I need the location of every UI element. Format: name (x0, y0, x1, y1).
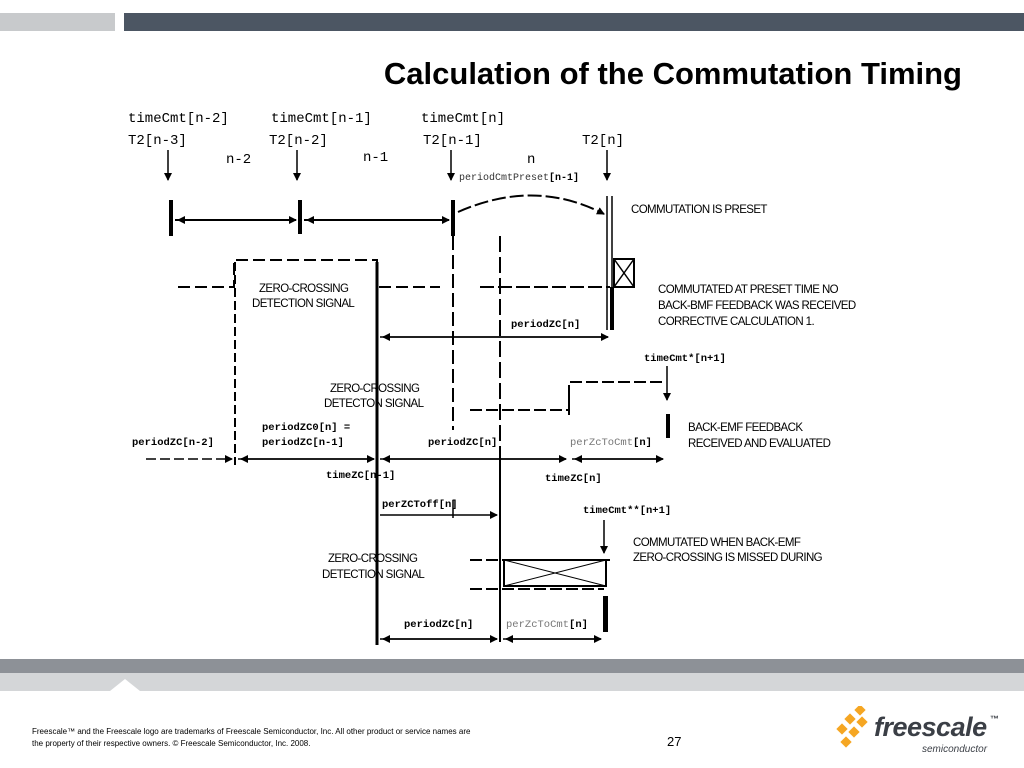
note-commutated-preset-3: CORRECTIVE CALCULATION 1. (658, 316, 815, 328)
commutation-mark-n-2 (298, 200, 302, 234)
label-periodzc0-eq: periodZC0[n] = (262, 422, 351, 434)
label-periodzc-n-1: periodZC[n-1] (262, 437, 344, 449)
label-timecmt-dstar: timeCmt**[n+1] (583, 505, 672, 517)
label-periodzc-n-top: periodZC[n] (511, 319, 581, 331)
label-timezc-n-1: timeZC[n-1] (326, 470, 396, 482)
page-number: 27 (667, 734, 682, 749)
label-index-n-2: n-2 (226, 152, 252, 168)
label-timecmt-star: timeCmt*[n+1] (644, 353, 726, 365)
label-perzctocmt-mid-index: [n] (633, 437, 652, 449)
label-perzctocmt-mid: perZcToCmt (570, 437, 634, 449)
zc-signal-2-label-b: DETECTON SIGNAL (324, 398, 424, 410)
zc-signal-3-label-a: ZERO-CROSSING (328, 553, 418, 565)
label-timezc-n: timeZC[n] (545, 473, 602, 485)
zc-signal-1-label-a: ZERO-CROSSING (259, 283, 349, 295)
svg-text:periodCmtPreset[n-1] (459, 172, 579, 184)
label-periodzc-n-2: periodZC[n-2] (132, 437, 214, 449)
preset-arc (458, 195, 604, 214)
label-periodzc-n-bot: periodZC[n] (404, 619, 474, 631)
note-bemf-2: RECEIVED AND EVALUATED (688, 438, 831, 450)
label-perzctocmt-bot: perZcToCmt (506, 619, 570, 631)
label-period-cmt-preset: periodCmtPreset (459, 173, 550, 184)
note-missed-2: ZERO-CROSSING IS MISSED DURING (633, 552, 823, 564)
label-timecmt-n-2: timeCmt[n-2] (128, 111, 229, 127)
label-index-n-1: n-1 (363, 150, 389, 166)
zc-signal-3-label-b: DETECTION SIGNAL (322, 569, 425, 581)
freescale-logo-tm: ™ (990, 714, 999, 724)
note-commutated-preset-1: COMMUTATED AT PRESET TIME NO (658, 284, 838, 296)
missed-commutation-mark (603, 596, 608, 632)
svg-text:perZcToCmt[n] (506, 619, 588, 631)
freescale-diamond-logo-icon (836, 706, 876, 750)
label-period-cmt-preset-index: [n-1] (549, 173, 580, 184)
freescale-logo-sub: semiconductor (922, 744, 988, 755)
label-timecmt-n-1: timeCmt[n-1] (271, 111, 372, 127)
bemf-feedback-mark (666, 414, 670, 438)
zc-signal-1-label-b: DETECTION SIGNAL (252, 298, 355, 310)
note-bemf-1: BACK-EMF FEEDBACK (688, 422, 803, 434)
footer-legal (32, 726, 552, 750)
zc-signal-2-label-a: ZERO-CROSSING (330, 383, 420, 395)
freescale-logo-word: freescale (874, 712, 987, 742)
slide-title: Calculation of the Commutation Timing (383, 56, 962, 91)
label-perzctocmt-bot-index: [n] (569, 619, 588, 631)
footer-legal-line-2: the property of their respective owners. © Freescale Semiconductor, Inc. 2008. (32, 739, 311, 748)
label-t2-n-2: T2[n-2] (269, 133, 328, 149)
label-t2-n-1: T2[n-1] (423, 133, 482, 149)
commutation-mark-n-3 (169, 200, 173, 236)
note-missed-1: COMMUTATED WHEN BACK-EMF (633, 537, 801, 549)
note-commutation-preset: COMMUTATION IS PRESET (631, 204, 767, 216)
footer-notch (110, 679, 140, 693)
note-commutated-preset-2: BACK-BMF FEEDBACK WAS RECEIVED (658, 300, 856, 312)
label-periodzc-n-mid: periodZC[n] (428, 437, 498, 449)
label-t2-n-3: T2[n-3] (128, 133, 187, 149)
footer-band-dark (0, 659, 1024, 673)
svg-text:perZcToCmt[n] (570, 437, 652, 449)
label-perzctoff: perZCToff[n] (382, 499, 458, 511)
footer-band-light (0, 673, 1024, 691)
footer-legal-line-1: Freescale™ and the Freescale logo are trademarks of Freescale Semiconductor, Inc. All other product or service names are (32, 727, 471, 736)
label-timecmt-n: timeCmt[n] (421, 111, 506, 127)
label-index-n: n (527, 152, 536, 168)
label-t2-n: T2[n] (582, 133, 625, 149)
freescale-logo (834, 702, 1004, 762)
commutation-mark-n-1 (451, 200, 455, 236)
